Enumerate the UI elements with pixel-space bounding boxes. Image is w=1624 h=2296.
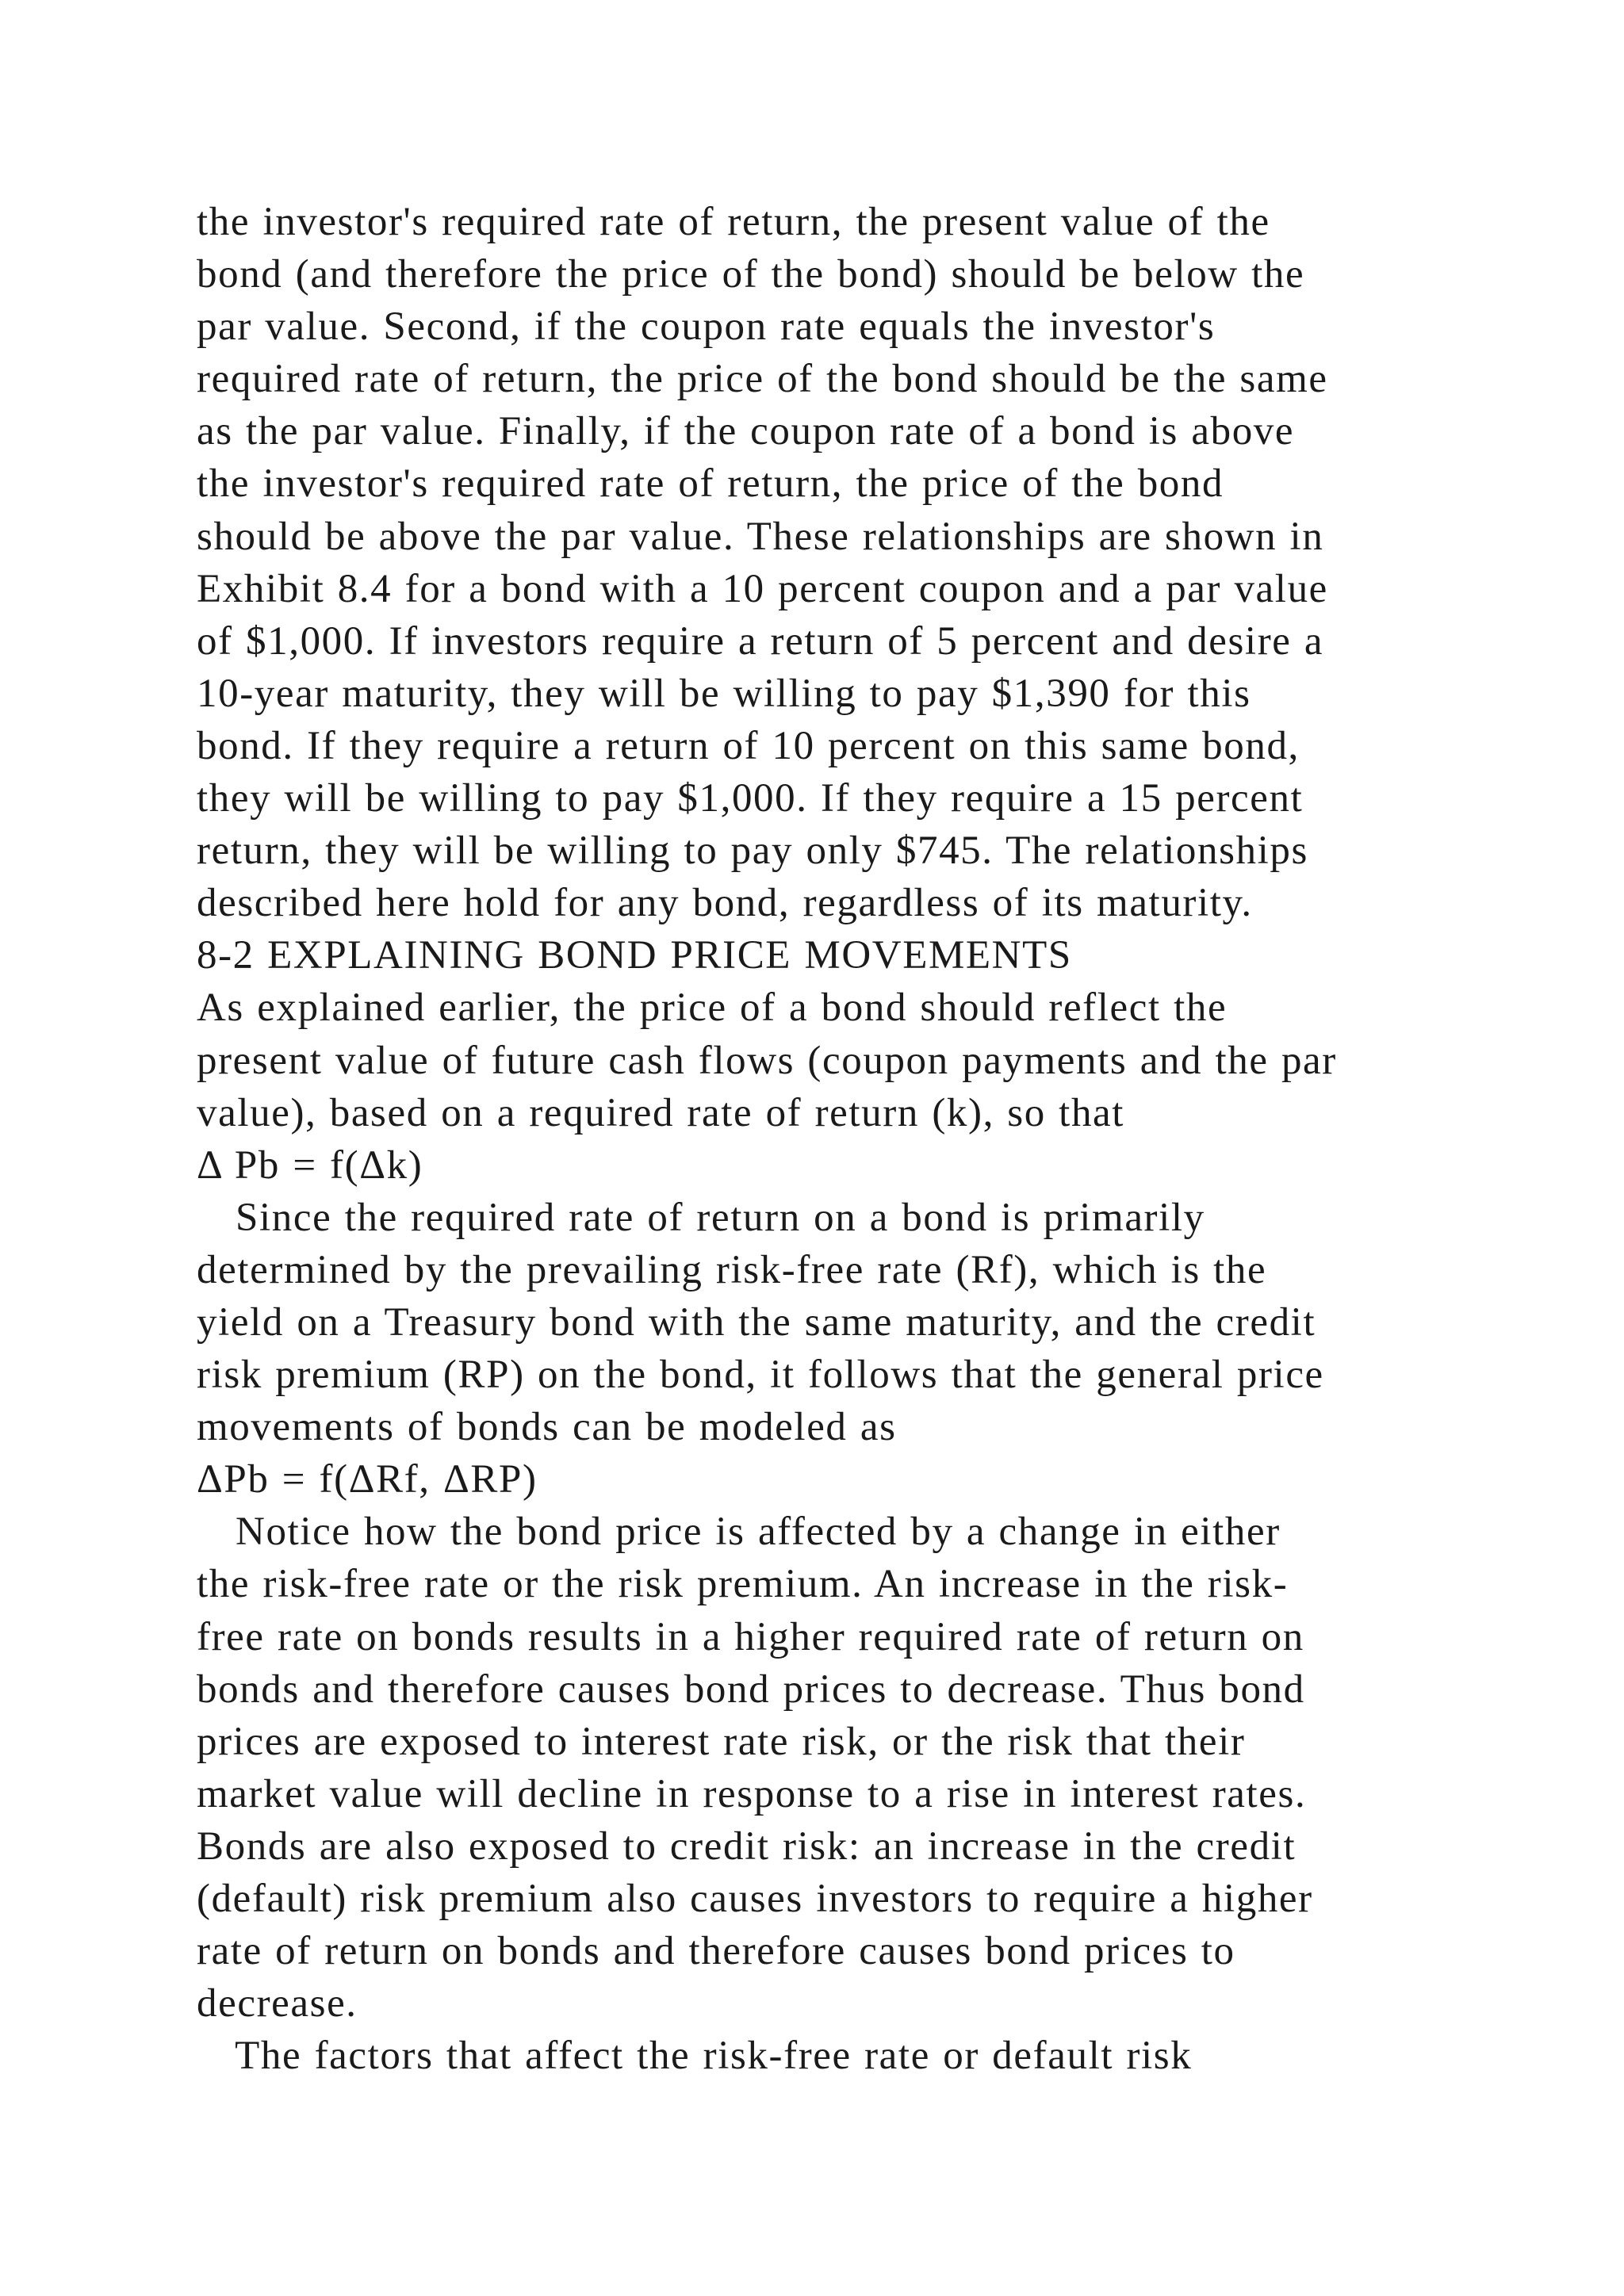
text-line: rate of return on bonds and therefore causes bond prices to [197, 1929, 1235, 1974]
text-line: (default) risk premium also causes investors to require a higher [197, 1877, 1313, 1921]
text-line: they will be willing to pay $1,000. If they require a 15 percent [197, 776, 1304, 821]
text-line: bond. If they require a return of 10 percent on this same bond, [197, 723, 1300, 768]
text-line: Bonds are also exposed to credit risk: an increase in the credit [197, 1823, 1297, 1869]
text-line: free rate on bonds results in a higher required rate of return on [197, 1614, 1304, 1659]
text-line: As explained earlier, the price of a bond should reflect the [197, 985, 1228, 1031]
text-line: determined by the prevailing risk-free rate (Rf), which is the [197, 1247, 1267, 1292]
text-line: prices are exposed to interest rate risk, or the risk that their [197, 1719, 1246, 1764]
text-line: The factors that affect the risk-free rate or default risk [197, 2034, 1193, 2079]
text-line: par value. Second, if the coupon rate equals the investor's [197, 304, 1216, 350]
text-line: 10-year maturity, they will be willing to pay $1,390 for this [197, 671, 1251, 716]
text-line: risk premium (RP) on the bond, it follows that the general price [197, 1353, 1324, 1398]
text-line: required rate of return, the price of the bond should be the same [197, 357, 1328, 402]
text-line: as the par value. Finally, if the coupon rate of a bond is above [197, 409, 1295, 454]
equation-line: Δ Pb = f(Δk) [197, 1142, 423, 1188]
text-line: the investor's required rate of return, the present value of the [197, 200, 1270, 244]
text-line: present value of future cash flows (coupon payments and the par [197, 1038, 1337, 1083]
text-line: Since the required rate of return on a bond is primarily [197, 1195, 1205, 1240]
text-line: described here hold for any bond, regardless of its maturity. [197, 881, 1253, 926]
text-line: should be above the par value. These relationships are shown in [197, 514, 1324, 559]
text-line: bonds and therefore causes bond prices to decrease. Thus bond [197, 1667, 1305, 1712]
text-line: Exhibit 8.4 for a bond with a 10 percent coupon and a par value [197, 566, 1328, 611]
equation-line: ΔPb = f(ΔRf, ΔRP) [197, 1457, 538, 1502]
text-line: bond (and therefore the price of the bond) should be below the [197, 252, 1305, 297]
text-line: decrease. [197, 1981, 358, 2026]
text-line: value), based on a required rate of return (k), so that [197, 1090, 1125, 1135]
body-text [197, 196, 1465, 2082]
text-line: of $1,000. If investors require a return of 5 percent and desire a [197, 618, 1324, 664]
section-heading: 8-2 EXPLAINING BOND PRICE MOVEMENTS [197, 933, 1072, 978]
text-line: market value will decline in response to a rise in interest rates. [197, 1771, 1307, 1816]
text-line: return, they will be willing to pay only $745. The relationships [197, 828, 1308, 874]
text-line: yield on a Treasury bond with the same maturity, and the credit [197, 1299, 1316, 1345]
text-line: the risk-free rate or the risk premium. An increase in the risk- [197, 1562, 1289, 1607]
text-line: movements of bonds can be modeled as [197, 1405, 897, 1450]
text-line: the investor's required rate of return, the price of the bond [197, 461, 1224, 507]
text-line: Notice how the bond price is affected by a change in either [197, 1510, 1281, 1555]
